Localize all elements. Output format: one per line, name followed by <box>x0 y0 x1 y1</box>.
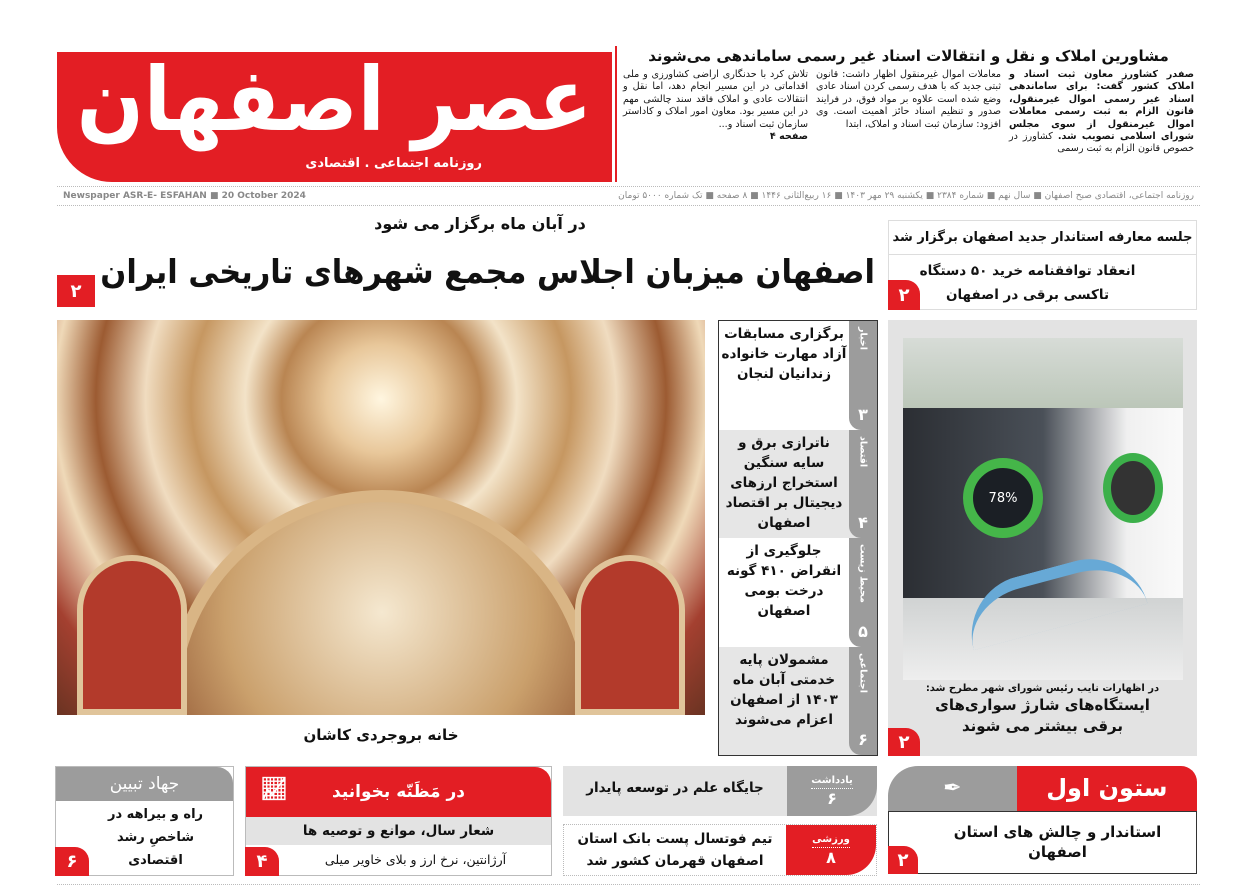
photo-arch <box>167 490 597 715</box>
top-news-col1 <box>1009 69 1194 156</box>
section-tab <box>849 321 877 430</box>
charge-gauge: 78% <box>963 458 1043 538</box>
top-news-headline[interactable]: مشاورین املاک و نقل و انتقالات اسناد غیر رسمی ساماندهی می‌شوند <box>648 47 1169 65</box>
lead-photo-caption: خانه بروجردی کاشان <box>303 726 459 744</box>
side-news-column <box>718 320 878 756</box>
bottom-divider <box>57 884 1200 885</box>
sotun-aval-page-badge[interactable]: ۲ <box>888 846 918 874</box>
lead-photo-borujerdi-house <box>57 320 705 715</box>
photo-arch-left <box>77 555 187 715</box>
sotun-aval-box[interactable] <box>888 766 1197 874</box>
lead-page-badge[interactable]: ۲ <box>57 275 95 307</box>
ev-caption <box>888 682 1197 737</box>
page-number: ۶ <box>858 730 868 749</box>
yaddasht-title: جایگاه علم در توسعه پایدار <box>586 780 764 796</box>
side-item-text: جلوگیری از انقراض ۴۱۰ گونه درخت بومی اصفهان <box>726 543 842 619</box>
side-item[interactable] <box>719 647 877 756</box>
page-number: ۸ <box>826 847 836 867</box>
yaddasht-tag <box>787 766 877 816</box>
yaddasht-box[interactable] <box>563 766 877 816</box>
dar-matane-box[interactable] <box>245 766 552 876</box>
section-label: اخبار <box>857 327 869 351</box>
varzeshi-tag <box>786 825 876 875</box>
section-tab <box>849 430 877 539</box>
dar-matane-title: در مَظَنّه بخوانید <box>332 782 465 802</box>
top-news-col3-text: تلاش کرد با حدنگاری اراضی کشاورزی و ملی اقداماتی در این مسیر انجام دهد، اما نقل و انتقالات عادی و املاک فاقد سند چالشی مهم در این مسیر بود. معاون امور املاک و کاداستر سازمان ثبت اسناد و... <box>623 69 808 130</box>
dar-matane-page-badge[interactable]: ۴ <box>245 847 279 876</box>
varzeshi-box[interactable] <box>563 824 877 876</box>
section-tab <box>849 538 877 647</box>
ev-story[interactable] <box>888 320 1197 756</box>
ev-headline: ایستگاه‌های شارژ سواری‌های برقی بیشتر می شوند <box>935 696 1150 735</box>
right-top-text: انعقاد توافقنامه خرید ۵۰ دستگاه تاکسی برقی در اصفهان <box>919 263 1136 303</box>
masthead-subtitle: روزنامه اجتماعی . اقتصادی <box>305 156 482 171</box>
sotun-aval-title: ستون اول <box>1017 766 1197 811</box>
tag-label: یادداشت <box>811 775 853 789</box>
fountain-pen-icon: ✒ <box>888 766 1017 811</box>
varzeshi-title: تیم فوتسال پست بانک استان اصفهان قهرمان کشور شد <box>577 831 773 869</box>
tag-label: ورزشی <box>812 834 850 848</box>
right-top-title: جلسه معارفه استاندار جدید اصفهان برگزار شد <box>889 221 1196 255</box>
page-number: ۶ <box>827 788 837 808</box>
sotun-aval-text: استاندار و چالش های استان اصفهان <box>888 811 1197 874</box>
side-item[interactable] <box>719 430 877 539</box>
page-number: ۴ <box>858 513 868 532</box>
ev-charging-photo <box>903 338 1183 680</box>
issue-info-fa: روزنامه اجتماعی، اقتصادی صبح اصفهان ■ سال نهم ■ شماره ۲۳۸۴ ■ یکشنبه ۲۹ مهر ۱۴۰۳ ■ ۱۶ ربیع‌الثانی ۱۴۴۶ ■ ۸ صفحه ■ تک شماره ۵۰۰۰ تومان <box>618 191 1194 201</box>
masthead-logo <box>57 48 612 182</box>
right-top-page-badge[interactable]: ۲ <box>888 280 920 310</box>
issue-info-en: Newspaper ASR-E- ESFAHAN ■ 20 October 2024 <box>63 191 306 201</box>
ev-kicker: در اظهارات نایب رئیس شورای شهر مطرح شد: <box>925 683 1160 694</box>
jahad-title: جهاد تبیین <box>56 767 233 801</box>
side-item[interactable] <box>719 321 877 430</box>
page-number: ۳ <box>858 404 868 424</box>
top-news-col3 <box>623 69 808 156</box>
side-item-text: مشمولان پایه خدمتی آبان ماه ۱۴۰۳ از اصفهان اعزام می‌شوند <box>730 651 838 728</box>
top-news-page-ref[interactable]: صفحه ۴ <box>769 131 808 143</box>
jahad-page-badge[interactable]: ۶ <box>55 847 89 876</box>
trend-chart-icon: 📈︎ <box>260 777 288 802</box>
jahad-text: راه و بیراهه در شاخصِ رشد اقتصادی <box>107 807 204 868</box>
issue-info-line <box>57 186 1200 206</box>
ev-page-badge[interactable]: ۲ <box>888 728 920 756</box>
side-item-text: ناترازی برق و سایه سنگین استخراج ارزهای دیجیتال بر اقتصاد اصفهان <box>725 434 843 531</box>
masthead-name: عصر اصفهان <box>76 48 593 151</box>
dar-matane-line2: آرژانتین، نرخ ارز و بلای خاویر میلی <box>324 852 507 867</box>
page-number: ۵ <box>858 621 868 641</box>
right-top-news[interactable] <box>888 220 1197 310</box>
charge-port <box>1103 453 1163 523</box>
side-item[interactable] <box>719 538 877 647</box>
top-news-lead: صفدر کشاورز معاون ثبت اسناد و املاک کشور گفت: برای ساماندهی اسناد غیر رسمی اموال غیرمنقول، قانون الزام به ثبت رسمی معاملات اموال غیرمنقول از سوی مجلس شورای اسلامی تصویب شد. <box>1009 69 1194 143</box>
section-label: اجتماعی <box>857 652 869 693</box>
section-label: اقتصاد <box>857 435 869 467</box>
top-news-col2: معاملات اموال غیرمنقول اظهار داشت: قانون ثبتی جدید که با هدف رسمی کردن اسناد عادی وضع شده است علاوه بر مواد فوق، در فرایند صدور و تنظیم اسناد حائز اهمیت است. وی افزود: سازمان ثبت اسناد و املاک، ابتدا <box>816 69 1001 130</box>
top-news <box>615 46 1200 182</box>
lead-kicker: در آبان ماه برگزار می شود <box>374 214 586 233</box>
side-item-text: برگزاری مسابقات آزاد مهارت خانواده زندانیان لنجان <box>721 326 847 382</box>
lead-headline[interactable]: اصفهان میزبان اجلاس مجمع شهرهای تاریخی ایران <box>100 252 876 291</box>
section-label: محیط زیست <box>857 544 869 603</box>
dar-matane-line1: شعار سال، موانع و توصیه ها <box>246 817 551 845</box>
photo-arch-right <box>575 555 685 715</box>
section-tab <box>849 647 877 756</box>
top-news-col1-text: کشاورز در خصوص قانون الزام به ثبت رسمی <box>1009 131 1194 155</box>
